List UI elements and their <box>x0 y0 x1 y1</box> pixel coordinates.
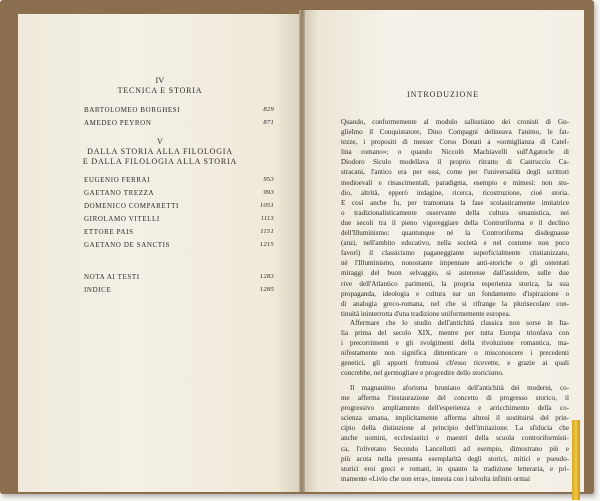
toc-entry-name: ETTORE PAIS <box>84 228 134 236</box>
text-line: Diodoro Siculo modellava il proprio ritratto di Castruccio Ca- <box>341 158 569 167</box>
toc-entry-page: 871 <box>263 119 274 126</box>
page-title: INTRODUZIONE <box>407 90 479 99</box>
text-line: glielmo il Conquistatore, Dino Compagni delineava l'animo, le fat- <box>341 128 569 137</box>
toc-entry-page: 1285 <box>259 286 274 293</box>
text-line: (anzi, nell'ambito educativo, nella società e nel costume non poco <box>341 239 569 248</box>
text-line: favorì) il classicismo paganeggiante superficialmente cristianizzato, <box>341 249 569 258</box>
text-line: mamente «Livio che non erra», innesta con i talvolta infiniti ormai <box>341 474 530 483</box>
text-line: più acuta nella presunta esemplarità degli storici, mitici e pseudo- <box>341 454 569 463</box>
left-page <box>18 14 302 492</box>
body-paragraph <box>341 117 569 319</box>
toc-entry[interactable] <box>84 106 274 116</box>
text-line: stracani, l'antico era per essi, come per l'universalità degli scrittori <box>341 168 569 177</box>
toc-entry[interactable] <box>84 228 274 238</box>
text-line: rive dell'Atlantico parimenti, la propria esperienza storica, la sua <box>341 279 569 288</box>
text-line: me afferma l'instaurazione del concetto di progresso storico, il <box>341 394 569 403</box>
text-line: ca, l'olivetano Secondo Lancellotti ad esempio, dimostrano più e <box>341 444 569 453</box>
text-line: concrebbe, nel germogliare e progredire dello storicismo. <box>341 369 504 378</box>
toc-entry-page: 953 <box>263 176 274 183</box>
toc-entry-page: 1151 <box>260 228 274 235</box>
section-title: DALLA STORIA ALLA FILOLOGIA <box>87 147 233 156</box>
toc-entry-page: 1113 <box>260 215 274 222</box>
toc-entry-page: 993 <box>263 189 274 196</box>
toc-entry[interactable] <box>84 119 274 129</box>
text-line: storici eroi greci e romani, in quanto la tradizione letteraria, e pri- <box>341 464 569 473</box>
text-line: nifestamente non significa dimenticare o misconoscere i precedenti <box>341 349 569 358</box>
section-title: E DALLA FILOLOGIA ALLA STORIA <box>82 157 238 166</box>
body-paragraph <box>341 318 569 379</box>
toc-entry-name: DOMENICO COMPARETTI <box>84 202 179 210</box>
text-line: lia prima del secolo XIX, mentre per tutta Europa trionfava con <box>341 329 569 338</box>
toc-entry[interactable] <box>84 176 274 186</box>
toc-entry-name: INDICE <box>84 286 112 294</box>
text-line: né l'Illuminismo, nonostante impennate anti-storiche o gli ostentati <box>341 259 569 268</box>
toc-entry-name: BARTOLOMEO BORGHESI <box>84 106 181 114</box>
toc-entry-page: 1283 <box>259 273 274 280</box>
text-line: cipio della distinzione al principio dell'imitazione. La sfiducia che <box>341 424 569 433</box>
toc-entry-page: 1215 <box>259 241 274 248</box>
toc-entry[interactable] <box>84 202 274 212</box>
right-page <box>302 10 584 492</box>
toc-entry-name: EUGENIO FERRAI <box>84 176 151 184</box>
toc-entry[interactable] <box>84 273 274 283</box>
toc-entry-name: GAETANO TREZZA <box>84 189 155 197</box>
toc-entry-name: GIROLAMO VITELLI <box>84 215 160 223</box>
text-line: anche uomini, ecclesiastici e maestri della scuola controriformisti- <box>341 434 569 443</box>
toc-entry-name: NOTA AI TESTI <box>84 273 140 281</box>
text-line: dio, altrità, epperò indagine, ricerca, ricostruzione, cioè storia. <box>341 188 569 197</box>
text-line: o tradizionalisticamente osservante della cultura umanistica, nei <box>341 208 569 217</box>
toc-entry-name: GAETANO DE SANCTIS <box>84 241 171 249</box>
text-line: tinuità ininterrotta d'una tradizione uniformemente europea. <box>341 309 511 318</box>
text-line: di analogia greco-romana, nel che si rifrange la plurisecolare con- <box>341 299 569 308</box>
text-line: tezze, i propositi di messer Corso Donati a «somiglianza di Catel- <box>341 138 569 147</box>
toc-entry[interactable] <box>84 189 274 199</box>
text-line: lina romano»; o quando Niccolò Machiavelli sull'Agatocle di <box>341 148 569 157</box>
bookmark-ribbon <box>572 420 580 500</box>
toc-entry-name: AMEDEO PEYRON <box>84 119 152 127</box>
text-line: Affermare che lo studio dell'antichità classica non sorse in Ita- <box>350 319 569 327</box>
text-line: progressivo ampliamento dell'esperienza e arricchimento della co- <box>341 404 569 413</box>
text-line: genetici, gli apporti fruttuosi ch'esso ricevette, e grazie ai quali <box>341 359 569 368</box>
section-number: V <box>156 137 164 146</box>
book-gutter <box>299 10 305 492</box>
text-line: due secoli tra il pieno vigoreggiare della Controriforma e il declino <box>341 218 569 227</box>
toc-entry-page: 829 <box>263 106 274 113</box>
section-number: IV <box>155 76 165 85</box>
section-title: TECNICA E STORIA <box>117 86 203 95</box>
body-paragraph <box>341 383 569 484</box>
text-line: i precorrimenti e gli svolgimenti della rivoluzione romantica, ma- <box>341 339 569 348</box>
text-line: Quando, conformemente al modulo sallustiano dei cronisti di Gu- <box>341 118 569 126</box>
text-line: E così anche fu, per tramontata la fase scolasticamente imitatrice <box>341 198 569 207</box>
toc-entry-page: 1051 <box>259 202 274 209</box>
toc-entry[interactable] <box>84 215 274 225</box>
toc-entry[interactable] <box>84 241 274 251</box>
text-line: medioevali e rinascimentali, paradigma, esempio e mimesi: non stu- <box>341 178 569 187</box>
text-line: scienza umana, implicitamente afferma altresì il sostituirsi del prin- <box>341 414 569 423</box>
text-line: propaganda, ideologia e cultura sur un fondamento d'ispirazione o <box>341 289 569 298</box>
text-line: Il magnanimo aforisma bruniano dell'antichità dei moderni, co- <box>350 384 569 392</box>
text-line: miraggi del buon selvaggio, si astenesse dall'assidere, sulle due <box>341 269 569 278</box>
text-line: dell'Illuminismo: quantunque né la Controriforma disdegnasse <box>341 229 569 238</box>
table-of-contents <box>18 14 302 492</box>
toc-entry[interactable] <box>84 286 274 296</box>
